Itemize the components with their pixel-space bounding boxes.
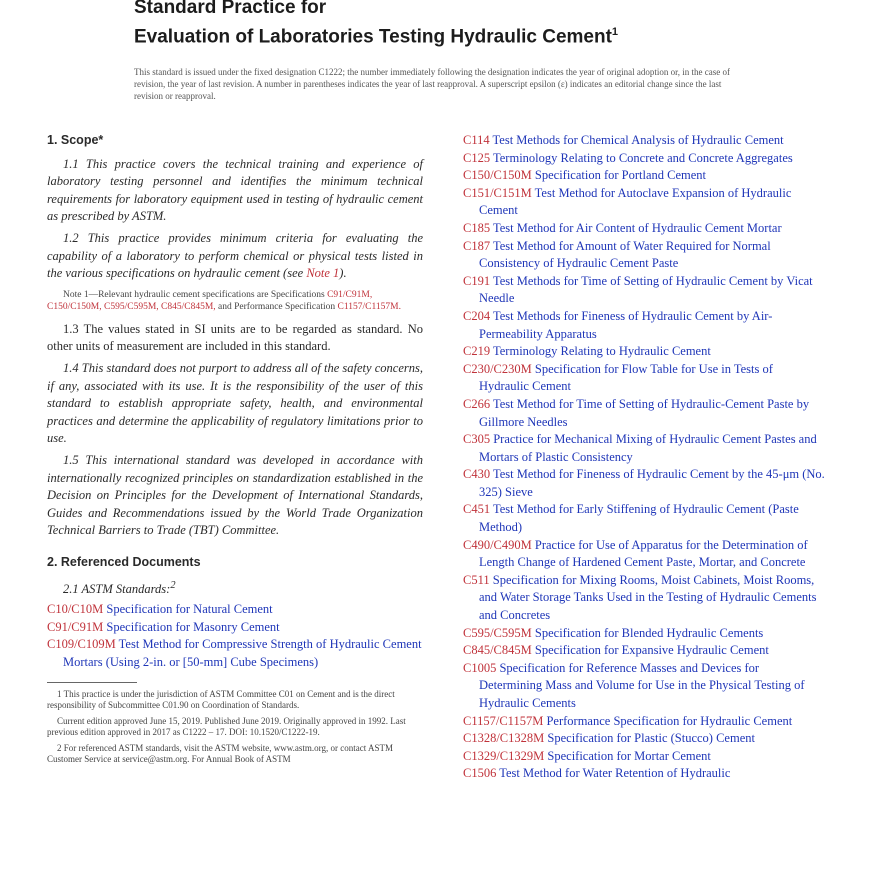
reference-item	[47, 636, 423, 671]
scope-paragraph-1-2	[47, 230, 423, 283]
note-1-spec-link-2[interactable]: C1157/C1157M.	[337, 301, 401, 312]
reference-title-link[interactable]: Test Method for Time of Setting of Hydraulic-Cement Paste by Gillmore Needles	[479, 396, 810, 429]
reference-item	[463, 273, 825, 308]
reference-code-link[interactable]: C230/C230M	[463, 361, 532, 376]
reference-title-link[interactable]: Test Method for Early Stiffening of Hydraulic Cement (Paste Method)	[479, 502, 799, 535]
scope-p2-text: 1.2 This practice provides minimum criteria for evaluating the capability of a laboratory to perform chemical or physical tests listed in the various specifications on hydraulic cement (see	[47, 230, 423, 281]
reference-title-link[interactable]: Test Method for Compressive Strength of Hydraulic Cement Mortars (Using 2-in. or [50-mm] Cube Specimens)	[63, 637, 422, 669]
reference-title-link[interactable]: Test Method for Autoclave Expansion of Hydraulic Cement	[479, 185, 792, 218]
reference-code-link[interactable]: C191	[463, 273, 491, 288]
reference-title-link[interactable]: Test Method for Amount of Water Required for Normal Consistency of Hydraulic Cement Paste	[479, 238, 771, 271]
astm-standards-intro	[63, 577, 423, 599]
reference-item	[463, 150, 825, 168]
reference-title-link[interactable]: Specification for Blended Hydraulic Cements	[534, 625, 764, 640]
left-column	[47, 132, 423, 770]
reference-title-link[interactable]: Specification for Mixing Rooms, Moist Cabinets, Moist Rooms, and Water Storage Tanks Used in the Testing of Hydraulic Cements and Concretes	[479, 572, 817, 623]
reference-code-link[interactable]: C845/C845M	[463, 643, 532, 658]
reference-code-link[interactable]: C150/C150M	[463, 168, 532, 183]
left-reference-list	[47, 601, 423, 671]
reference-item	[463, 396, 825, 431]
reference-code-link[interactable]: C266	[463, 396, 491, 411]
reference-code-link[interactable]: C305	[463, 432, 491, 447]
reference-item	[463, 730, 825, 748]
reference-code-link[interactable]: C1329/C1329M	[463, 748, 545, 763]
astm-standards-mark: 2	[170, 580, 176, 592]
designation-notice: This standard is issued under the fixed designation C1222; the number immediately following the designation indicates the year of original adoption or, in the case of revision, the year of last revision. A number in parentheses indicates the year of last reapproval. A superscript epsilon (ε) indicates an editorial change since the last revision or reapproval.	[134, 67, 730, 101]
reference-title-link[interactable]: Specification for Flow Table for Use in Tests of Hydraulic Cement	[479, 361, 773, 394]
scope-paragraph-1-5: 1.5 This international standard was developed in accordance with internationally recognized principles on standardization established in the Decision on Principles for the Development of International Standards, Guides and Recommendations issued by the World Trade Organization Technical Barriers to Trade (TBT) Committee.	[47, 452, 423, 538]
title-footnote-mark: 1	[611, 26, 619, 38]
reference-title-link[interactable]: Specification for Expansive Hydraulic Cement	[534, 643, 769, 658]
reference-code-link[interactable]: C114	[463, 133, 490, 147]
reference-code-link[interactable]: C91/C91M	[47, 619, 104, 634]
reference-title-link[interactable]: Practice for Use of Apparatus for the Determination of Length Change of Hardened Cement Paste, Mortar, and Concrete	[479, 537, 808, 570]
reference-item	[47, 619, 423, 637]
right-column	[463, 132, 825, 783]
reference-title-link[interactable]: Specification for Natural Cement	[106, 602, 273, 617]
reference-item	[463, 132, 825, 150]
reference-title-link[interactable]: Test Methods for Fineness of Hydraulic Cement by Air-Permeability Apparatus	[479, 308, 773, 341]
reference-title-link[interactable]: Test Method for Air Content of Hydraulic Cement Mortar	[493, 220, 782, 235]
reference-item	[463, 185, 825, 220]
reference-code-link[interactable]: C511	[463, 572, 490, 587]
scope-paragraph-1-3: 1.3 The values stated in SI units are to be regarded as standard. No other units of measurement are included in this standard.	[47, 321, 423, 354]
title-main: Evaluation of Laboratories Testing Hydraulic Cement	[134, 26, 612, 48]
reference-code-link[interactable]: C125	[463, 150, 491, 165]
footnote-1-edition: Current edition approved June 15, 2019. Published June 2019. Originally approved in 1992. Last previous edition approved in 2017 as C1222 – 17. DOI: 10.1520/C1222-19.	[47, 715, 406, 738]
reference-item	[463, 238, 825, 273]
reference-title-link[interactable]: Specification for Plastic (Stucco) Cement	[547, 731, 755, 746]
reference-item	[463, 765, 825, 783]
reference-item	[463, 642, 825, 660]
scope-p2-end: ).	[339, 266, 347, 281]
reference-code-link[interactable]: C185	[463, 220, 491, 235]
reference-item	[463, 343, 825, 361]
reference-title-link[interactable]: Test Method for Fineness of Hydraulic Cement by the 45-μm (No. 325) Sieve	[479, 467, 825, 499]
reference-title-link[interactable]: Terminology Relating to Hydraulic Cement	[493, 344, 711, 359]
scope-heading: 1. Scope*	[47, 133, 104, 147]
reference-item	[463, 625, 825, 643]
reference-code-link[interactable]: C1157/C1157M	[463, 713, 544, 728]
footnote-2: 2 For referenced ASTM standards, visit the ASTM website, www.astm.org, or contact ASTM Customer Service at service@astm.org. For Annual Book of ASTM	[47, 742, 393, 765]
reference-item	[463, 167, 825, 185]
reference-code-link[interactable]: C109/C109M	[47, 637, 116, 652]
reference-code-link[interactable]: C10/C10M	[47, 602, 104, 617]
footnote-divider	[47, 682, 137, 683]
reference-item	[463, 361, 825, 396]
reference-title-link[interactable]: Specification for Portland Cement	[534, 168, 707, 183]
reference-code-link[interactable]: C595/C595M	[463, 625, 532, 640]
note-1-text: Note 1—Relevant hydraulic cement specifications are Specifications	[63, 289, 325, 300]
reference-item	[463, 748, 825, 766]
reference-item	[463, 660, 825, 713]
reference-code-link[interactable]: C219	[463, 344, 491, 359]
note-1-link[interactable]: Note 1	[306, 266, 340, 281]
reference-code-link[interactable]: C430	[463, 467, 491, 482]
note-1	[47, 289, 423, 313]
referenced-documents-heading: 2. Referenced Documents	[47, 554, 201, 569]
reference-item	[463, 466, 825, 501]
reference-code-link[interactable]: C204	[463, 308, 491, 323]
reference-item	[463, 572, 825, 625]
reference-item	[463, 713, 825, 731]
reference-code-link[interactable]: C187	[463, 238, 491, 253]
reference-code-link[interactable]: C451	[463, 502, 491, 517]
title-line-1: Standard Practice for	[134, 0, 327, 18]
reference-title-link[interactable]: Test Methods for Time of Setting of Hydraulic Cement by Vicat Needle	[479, 273, 813, 306]
scope-paragraph-1-4: 1.4 This standard does not purport to address all of the safety concerns, if any, associated with its use. It is the responsibility of the user of this standard to establish appropriate safety, health, and environmental practices and determine the applicability of regulatory limitations prior to use.	[47, 360, 423, 446]
reference-title-link[interactable]: Specification for Masonry Cement	[106, 619, 280, 634]
reference-item	[463, 220, 825, 238]
reference-code-link[interactable]: C151/C151M	[463, 185, 532, 200]
reference-title-link[interactable]: Terminology Relating to Concrete and Concrete Aggregates	[493, 150, 793, 165]
title-line-2	[134, 20, 774, 49]
reference-item	[463, 431, 825, 466]
reference-item	[463, 501, 825, 536]
reference-item	[463, 537, 825, 572]
astm-standards-label: 2.1 ASTM Standards:	[63, 582, 171, 597]
scope-paragraph-1-1: 1.1 This practice covers the technical training and experience of laboratory testing personnel and identifies the minimum technical requirements for laboratory equipment used in testing of hydraulic cement as prescribed by ASTM.	[47, 156, 423, 224]
reference-code-link[interactable]: C1005	[463, 660, 497, 675]
reference-code-link[interactable]: C490/C490M	[463, 537, 532, 552]
document-title	[134, 0, 774, 49]
reference-title-link[interactable]: Test Method for Water Retention of Hydraulic	[499, 766, 731, 781]
reference-title-link[interactable]: Specification for Reference Masses and Devices for Determining Mass and Volume for Use in the Physical Testing of Hydraulic Cements	[479, 660, 805, 710]
reference-title-link[interactable]: Specification for Mortar Cement	[547, 748, 711, 763]
reference-code-link[interactable]: C1506	[463, 766, 497, 781]
reference-item	[463, 308, 825, 343]
footnote-1: 1 This practice is under the jurisdiction of ASTM Committee C01 on Cement and is the direct responsibility of Subcommittee C01.90 on Coordination of Standards.	[47, 688, 395, 711]
reference-title-link[interactable]: Practice for Mechanical Mixing of Hydraulic Cement Pastes and Mortars of Plastic Consistency	[479, 432, 817, 464]
reference-item	[47, 601, 423, 619]
reference-title-link[interactable]: Performance Specification for Hydraulic Cement	[546, 713, 793, 728]
note-1-text-end: and Performance Specification	[218, 301, 336, 312]
note-1-spec-links[interactable]: C91/C91M, C150/C150M, C595/C595M, C845/C845M,	[47, 289, 373, 312]
reference-code-link[interactable]: C1328/C1328M	[463, 731, 545, 746]
reference-title-link[interactable]: Test Methods for Chemical Analysis of Hydraulic Cement	[492, 133, 784, 147]
